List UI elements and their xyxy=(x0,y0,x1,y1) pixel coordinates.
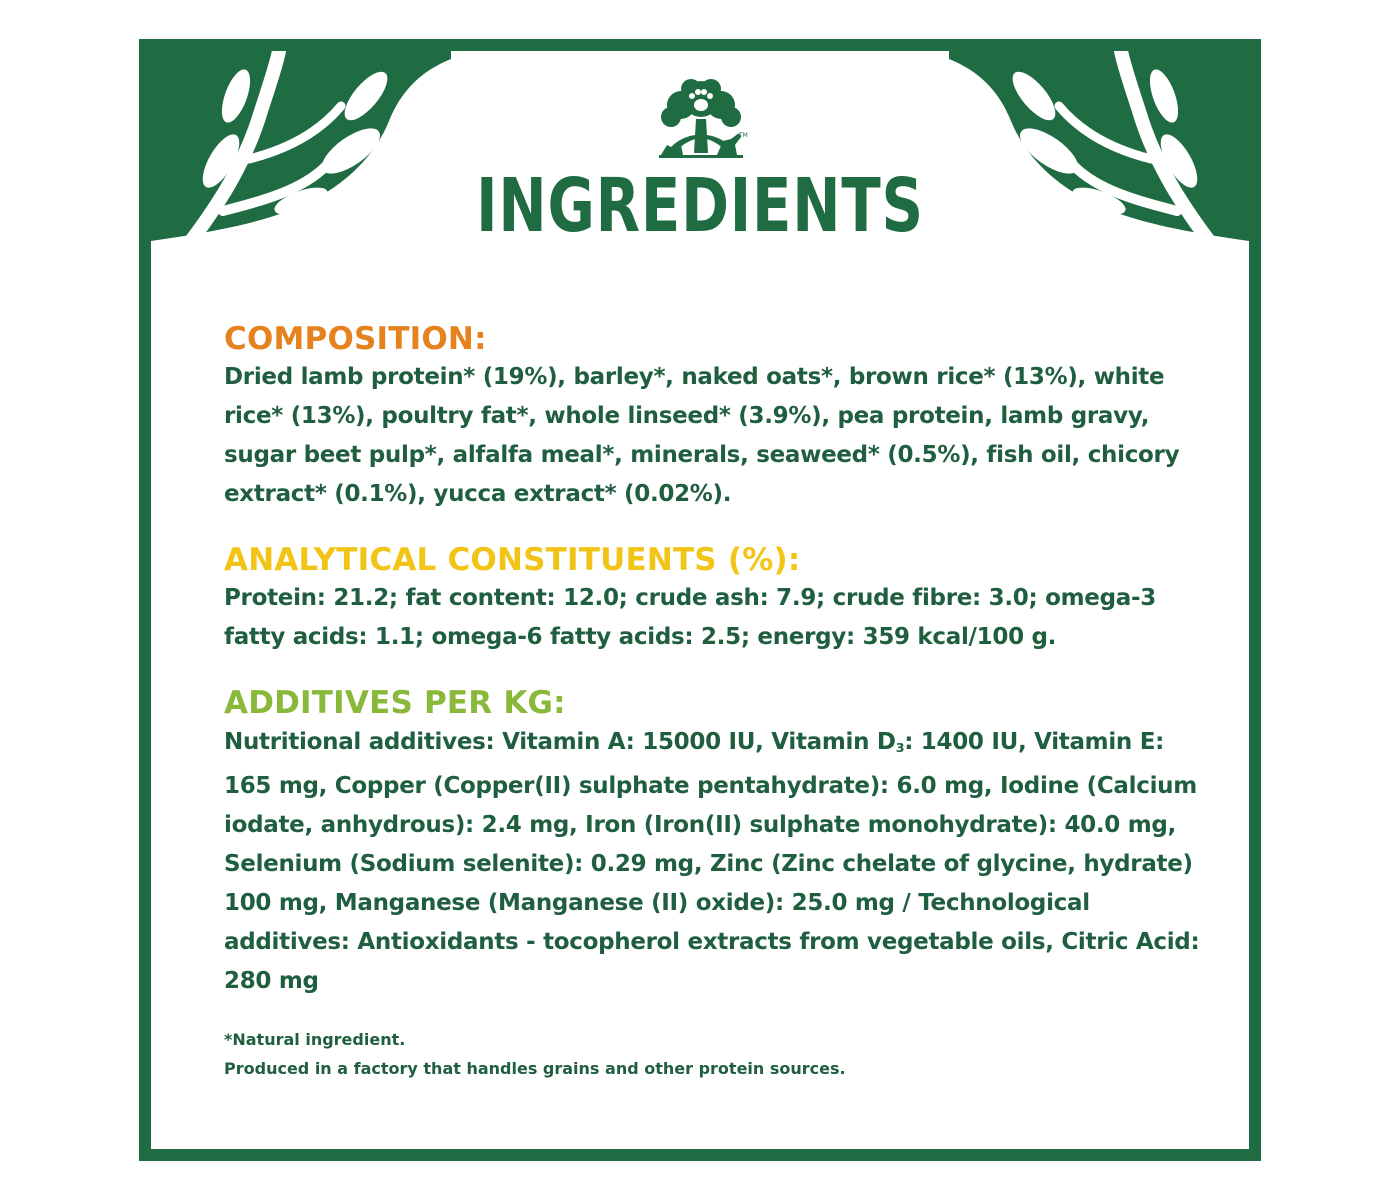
composition-text: Dried lamb protein* (19%), barley*, naked oats*, brown rice* (13%), white rice* (13%), poultry fat*, whole linseed* (3.9%), pea protein, lamb gravy, sugar beet pulp*, alfalfa meal*, minerals, seaweed* (0.5%), fish oil, chicory extract* (0.1%), yucca extract* (0.02%). xyxy=(224,364,1180,508)
analytical-constituents-heading: ANALYTICAL CONSTITUENTS (%): xyxy=(224,542,801,579)
ingredients-panel xyxy=(151,51,1249,1149)
page-title: INGREDIENTS xyxy=(476,163,924,249)
ingredients-card-frame xyxy=(139,39,1261,1161)
analytical-constituents-text: Protein: 21.2; fat content: 12.0; crude ash: 7.9; crude fibre: 3.0; omega-3 fatty acids: 1.1; omega-6 fatty acids: 2.5; energy: 359 kcal/100 g. xyxy=(224,585,1156,651)
footnote-natural-ingredient: *Natural ingredient. xyxy=(224,1029,406,1049)
composition-heading: COMPOSITION: xyxy=(224,321,487,357)
additives-text-start: Nutritional additives: Vitamin A: 15000 IU, Vitamin D xyxy=(224,728,896,755)
ingredients-content xyxy=(224,321,1214,1083)
vitamin-d-subscript: 3 xyxy=(895,739,905,755)
logo-trademark: TM xyxy=(739,132,748,139)
additives-text xyxy=(224,723,1214,1001)
header-band xyxy=(151,51,1249,249)
footnote-factory-notice: Produced in a factory that handles grains and other protein sources. xyxy=(224,1058,846,1078)
footnotes xyxy=(224,1025,1214,1083)
additives-text-rest: : 1400 IU, Vitamin E: 165 mg, Copper (Copper(II) sulphate pentahydrate): 6.0 mg, Iodine (Calcium iodate, anhydrous): 2.4 mg, Iron (Iron(II) sulphate monohydrate): 40.0 mg, Selenium (Sodium selenite): 0.29 mg, Zinc (Zinc chelate of glycine, hydrate) 100 mg, Manganese (Manganese (II) oxide): 25.0 mg / Technological additives: Antioxidants - tocopherol extracts from vegetable oils, Citric Acid: 280 mg xyxy=(224,728,1200,994)
tree-with-paw-and-pets-logo-icon xyxy=(651,75,751,167)
additives-heading: ADDITIVES PER KG: xyxy=(224,685,566,722)
